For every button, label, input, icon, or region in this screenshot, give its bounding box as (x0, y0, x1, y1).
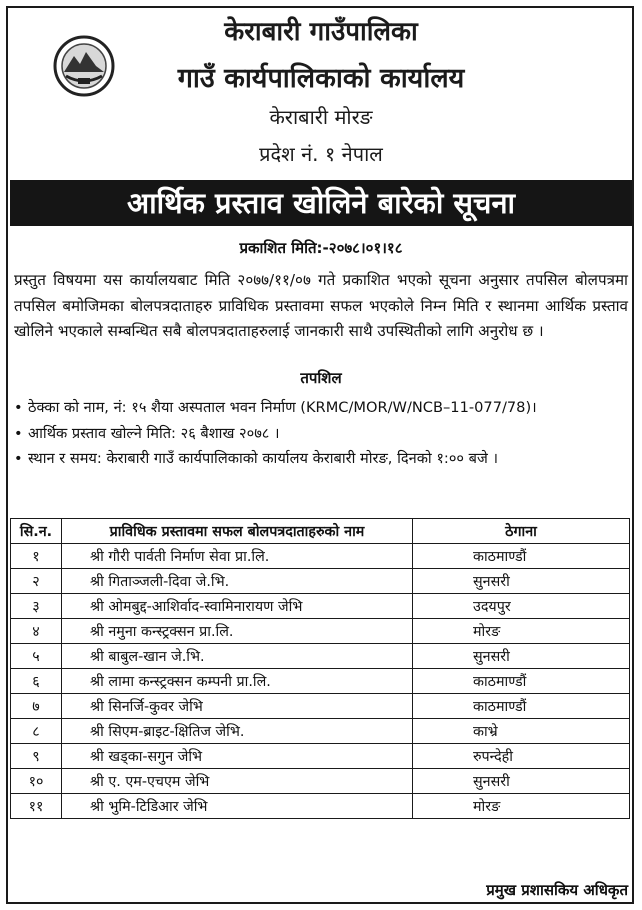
municipality-name: केराबारी गाउँपालिका (224, 17, 418, 47)
bullet-icon: • (14, 399, 23, 416)
bullet-icon: • (14, 424, 23, 442)
col-header-name: प्राविधिक प्रस्तावमा सफल बोलपत्रदाताहरुको नाम (62, 519, 413, 544)
table-row: १० श्री ए. एम-एचएम जेभि सुनसरी (11, 769, 630, 794)
table-row: ४ श्री नमुना कन्स्ट्रक्सन प्रा.लि. मोरङ (11, 619, 630, 644)
bidders-table (10, 518, 630, 819)
published-date: प्रकाशित मिति:-२०७८।०१।१८ (239, 239, 403, 257)
table-header-row (11, 519, 630, 544)
table-row: १ श्री गौरी पार्वती निर्माण सेवा प्रा.लि. काठमाण्डौं (11, 544, 630, 569)
office-location: केराबारी मोरङ (269, 105, 373, 129)
table-row: ८ श्री सिएम-ब्राइट-क्षितिज जेभि. काभ्रे (11, 719, 630, 744)
body-paragraph: प्रस्तुत विषयमा यस कार्यालयबाट मिति २०७७/११/०७ गते प्रकाशित भएको सूचना अनुसार तपसिल बोलपत्रमा तपसिल बमोजिमका बोलपत्रदाताहरु प्राविधिक प्रस्तावमा सफल भएकोले निम्न मिति र स्थानमा आर्थिक प्रस्ताव खोलिने भएकाले सम्बन्धित सबै बोलपत्रदाताहरुलाई जानकारी साथै उपस्थितीको लागि अनुरोध छ । (14, 271, 628, 340)
province-line: प्रदेश नं. १ नेपाल (259, 142, 383, 166)
table-row: ३ श्री ओमबुद्द-आशिर्वाद-स्वामिनारायण जेभि उदयपुर (11, 594, 630, 619)
col-header-sn: सि.न. (11, 519, 62, 544)
signature-title: प्रमुख प्रशासकिय अधिकृत (486, 881, 628, 899)
details-heading: तपशिल (300, 369, 342, 387)
notice-title: आर्थिक प्रस्ताव खोलिने बारेको सूचना (10, 180, 632, 226)
table-row: ९ श्री खड्का-सगुन जेभि रुपन्देही (11, 744, 630, 769)
list-item: • ठेक्का को नाम, नं: १५ शैया अस्पताल भवन निर्माण (KRMC/MOR/W/NCB–11-077/78)। (14, 395, 628, 421)
table-row: ५ श्री बाबुल-खान जे.भि. सुनसरी (11, 644, 630, 669)
table-row: ७ श्री सिनर्जि-कुवर जेभि काठमाण्डौं (11, 694, 630, 719)
table-row: २ श्री गिताञ्जली-दिवा जे.भि. सुनसरी (11, 569, 630, 594)
list-item: • स्थान र समय: केराबारी गाउँ कार्यपालिकाको कार्यालय केराबारी मोरङ, दिनको १:०० बजे । (14, 446, 628, 472)
office-name: गाउँ कार्यपालिकाको कार्यालय (177, 63, 465, 94)
table-row: ६ श्री लामा कन्स्ट्रक्सन कम्पनी प्रा.लि. काठमाण्डौं (11, 669, 630, 694)
bullet-icon: • (14, 450, 23, 467)
col-header-address: ठेगाना (413, 519, 630, 544)
details-list (14, 395, 628, 472)
list-item: • आर्थिक प्रस्ताव खोल्ने मिति: २६ बैशाख २०७८ । (14, 421, 628, 447)
table-row: ११ श्री भुमि-टिडिआर जेभि मोरङ (11, 794, 630, 819)
